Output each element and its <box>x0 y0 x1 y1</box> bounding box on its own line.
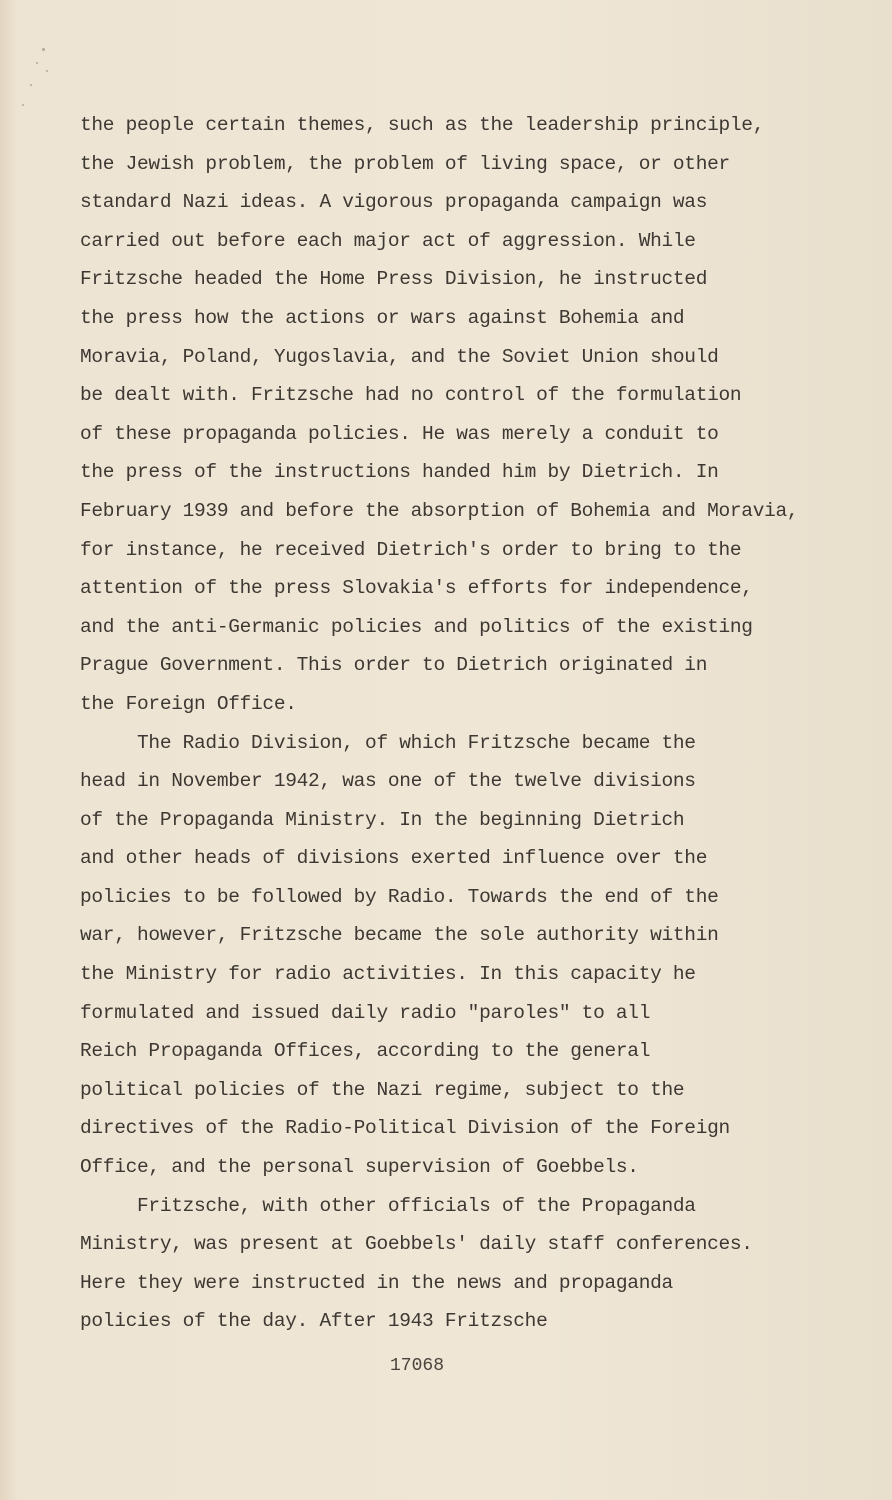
body-text <box>80 106 870 1341</box>
text-line: Office, and the personal supervision of Goebbels. <box>80 1156 639 1179</box>
text-line: for instance, he received Dietrich's order to bring to the <box>80 538 742 561</box>
text-line: February 1939 and before the absorption of Bohemia and Moravia, <box>80 499 799 522</box>
text-line: carried out before each major act of aggression. While <box>80 229 696 252</box>
text-line: and the anti-Germanic policies and politics of the existing <box>80 615 753 638</box>
text-line: be dealt with. Fritzsche had no control of the formulation <box>80 384 742 407</box>
text-line: the Ministry for radio activities. In this capacity he <box>80 963 696 986</box>
text-line: policies of the day. After 1943 Fritzsche <box>80 1310 548 1333</box>
ink-speck <box>42 48 45 51</box>
ink-speck <box>46 70 48 72</box>
text-line: Reich Propaganda Offices, according to the general <box>80 1040 651 1063</box>
text-line: the people certain themes, such as the leadership principle, <box>80 114 765 136</box>
text-line: the press of the instructions handed him by Dietrich. In <box>80 461 719 484</box>
text-line: of these propaganda policies. He was merely a conduit to <box>80 422 719 445</box>
page-number: 17068 <box>389 1356 444 1376</box>
text-line: Fritzsche headed the Home Press Division, he instructed <box>80 268 708 291</box>
text-line: Prague Government. This order to Dietrich originated in <box>80 654 708 677</box>
text-line: Here they were instructed in the news and propaganda <box>80 1271 673 1294</box>
text-line: Ministry, was present at Goebbels' daily staff conferences. <box>80 1233 753 1256</box>
text-line: the press how the actions or wars against Bohemia and <box>80 306 685 329</box>
ink-speck <box>36 62 38 64</box>
text-line: formulated and issued daily radio "paroles" to all <box>80 1001 651 1024</box>
text-line: standard Nazi ideas. A vigorous propaganda campaign was <box>80 191 708 214</box>
text-line: political policies of the Nazi regime, subject to the <box>80 1078 685 1101</box>
text-line: The Radio Division, of which Fritzsche became the <box>80 731 696 754</box>
text-line: policies to be followed by Radio. Towards the end of the <box>80 885 719 908</box>
text-line: Moravia, Poland, Yugoslavia, and the Soviet Union should <box>80 345 719 368</box>
text-line: attention of the press Slovakia's efforts for independence, <box>80 577 753 600</box>
text-line: Fritzsche, with other officials of the Propaganda <box>80 1194 696 1217</box>
text-line: war, however, Fritzsche became the sole authority within <box>80 924 719 947</box>
text-line: the Jewish problem, the problem of living space, or other <box>80 152 730 175</box>
ink-speck <box>30 84 32 86</box>
text-line: directives of the Radio-Political Division of the Foreign <box>80 1117 730 1140</box>
ink-speck <box>22 104 24 106</box>
text-line: of the Propaganda Ministry. In the beginning Dietrich <box>80 808 685 831</box>
text-line: head in November 1942, was one of the twelve divisions <box>80 770 696 793</box>
text-line: and other heads of divisions exerted influence over the <box>80 847 708 870</box>
text-line: the Foreign Office. <box>80 692 297 715</box>
